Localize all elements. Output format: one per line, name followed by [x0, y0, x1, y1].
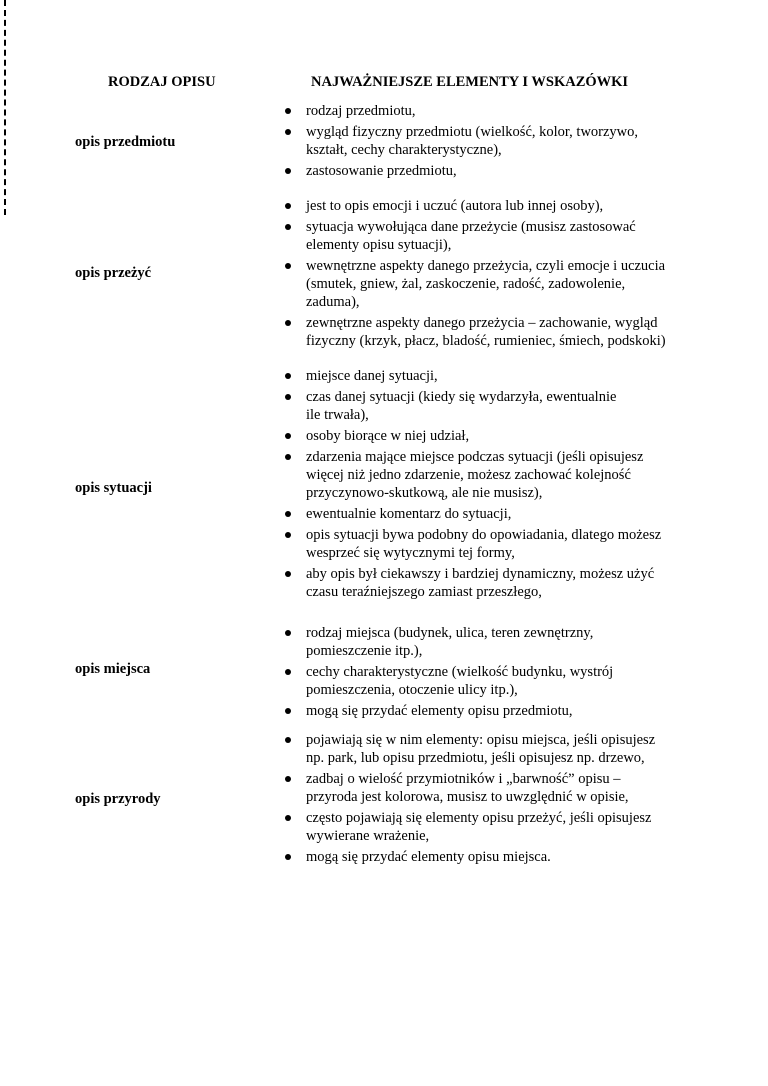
- section-label-przezyc: opis przeżyć: [75, 265, 152, 281]
- list-item: mogą się przydać elementy opisu miejsca.: [306, 848, 706, 866]
- bullet-icon: [285, 630, 291, 636]
- bullet-icon: [285, 108, 291, 114]
- bullet-icon: [285, 708, 291, 714]
- section-list-przezyc: [306, 197, 706, 353]
- list-item: cechy charakterystyczne (wielkość budynku, wystrój pomieszczenia, otoczenie ulicy itp.),: [306, 663, 706, 699]
- section-list-przedmiotu: [306, 102, 706, 183]
- column-header-elements: NAJWAŻNIEJSZE ELEMENTY I WSKAZÓWKI: [311, 74, 629, 90]
- list-item: zadbaj o wielość przymiotników i „barwność” opisu – przyroda jest kolorowa, musisz to uwzględnić w opisie,: [306, 770, 706, 806]
- bullet-icon: [285, 320, 291, 326]
- bullet-icon: [285, 571, 291, 577]
- section-label-przyrody: opis przyrody: [75, 791, 161, 807]
- section-label-przedmiotu: opis przedmiotu: [75, 134, 176, 150]
- list-item: jest to opis emocji i uczuć (autora lub innej osoby),: [306, 197, 706, 215]
- list-item: zastosowanie przedmiotu,: [306, 162, 706, 180]
- list-item: miejsce danej sytuacji,: [306, 367, 706, 385]
- bullet-icon: [285, 224, 291, 230]
- list-item: czas danej sytuacji (kiedy się wydarzyła, ewentualnie ile trwała),: [306, 388, 706, 424]
- bullet-icon: [285, 129, 291, 135]
- bullet-icon: [285, 203, 291, 209]
- list-item: rodzaj przedmiotu,: [306, 102, 706, 120]
- bullet-icon: [285, 454, 291, 460]
- list-item: często pojawiają się elementy opisu przeżyć, jeśli opisujesz wywierane wrażenie,: [306, 809, 706, 845]
- cut-line: [4, 0, 6, 215]
- list-item: osoby biorące w niej udział,: [306, 427, 706, 445]
- bullet-icon: [285, 737, 291, 743]
- section-label-sytuacji: opis sytuacji: [75, 480, 152, 496]
- list-item: zdarzenia mające miejsce podczas sytuacji (jeśli opisujesz więcej niż jedno zdarzenie, możesz zachować kolejność przyczynowo-skutkową, ale nie musisz),: [306, 448, 706, 502]
- list-item: zewnętrzne aspekty danego przeżycia – zachowanie, wygląd fizyczny (krzyk, płacz, bladość, rumieniec, śmiech, podskoki): [306, 314, 706, 350]
- bullet-icon: [285, 532, 291, 538]
- list-item: rodzaj miejsca (budynek, ulica, teren zewnętrzny, pomieszczenie itp.),: [306, 624, 706, 660]
- column-header-type: RODZAJ OPISU: [108, 74, 216, 90]
- list-item: aby opis był ciekawszy i bardziej dynamiczny, możesz użyć czasu teraźniejszego zamiast przeszłego,: [306, 565, 706, 601]
- bullet-icon: [285, 168, 291, 174]
- list-item: pojawiają się w nim elementy: opisu miejsca, jeśli opisujesz np. park, lub opisu przedmiotu, jeśli opisujesz np. drzewo,: [306, 731, 706, 767]
- bullet-icon: [285, 854, 291, 860]
- bullet-icon: [285, 263, 291, 269]
- list-item: wygląd fizyczny przedmiotu (wielkość, kolor, tworzywo, kształt, cechy charakterystyczne),: [306, 123, 706, 159]
- bullet-icon: [285, 776, 291, 782]
- list-item: mogą się przydać elementy opisu przedmiotu,: [306, 702, 706, 720]
- list-item: opis sytuacji bywa podobny do opowiadania, dlatego możesz wesprzeć się wytycznymi tej formy,: [306, 526, 706, 562]
- bullet-icon: [285, 815, 291, 821]
- section-label-miejsca: opis miejsca: [75, 661, 151, 677]
- section-list-miejsca: [306, 624, 706, 723]
- bullet-icon: [285, 433, 291, 439]
- list-item: ewentualnie komentarz do sytuacji,: [306, 505, 706, 523]
- list-item: wewnętrzne aspekty danego przeżycia, czyli emocje i uczucia (smutek, gniew, żal, zaskoczenie, radość, zadowolenie, zaduma),: [306, 257, 706, 311]
- list-item: sytuacja wywołująca dane przeżycie (musisz zastosować elementy opisu sytuacji),: [306, 218, 706, 254]
- section-list-przyrody: [306, 731, 706, 869]
- bullet-icon: [285, 511, 291, 517]
- bullet-icon: [285, 669, 291, 675]
- section-list-sytuacji: [306, 367, 706, 604]
- bullet-icon: [285, 394, 291, 400]
- bullet-icon: [285, 373, 291, 379]
